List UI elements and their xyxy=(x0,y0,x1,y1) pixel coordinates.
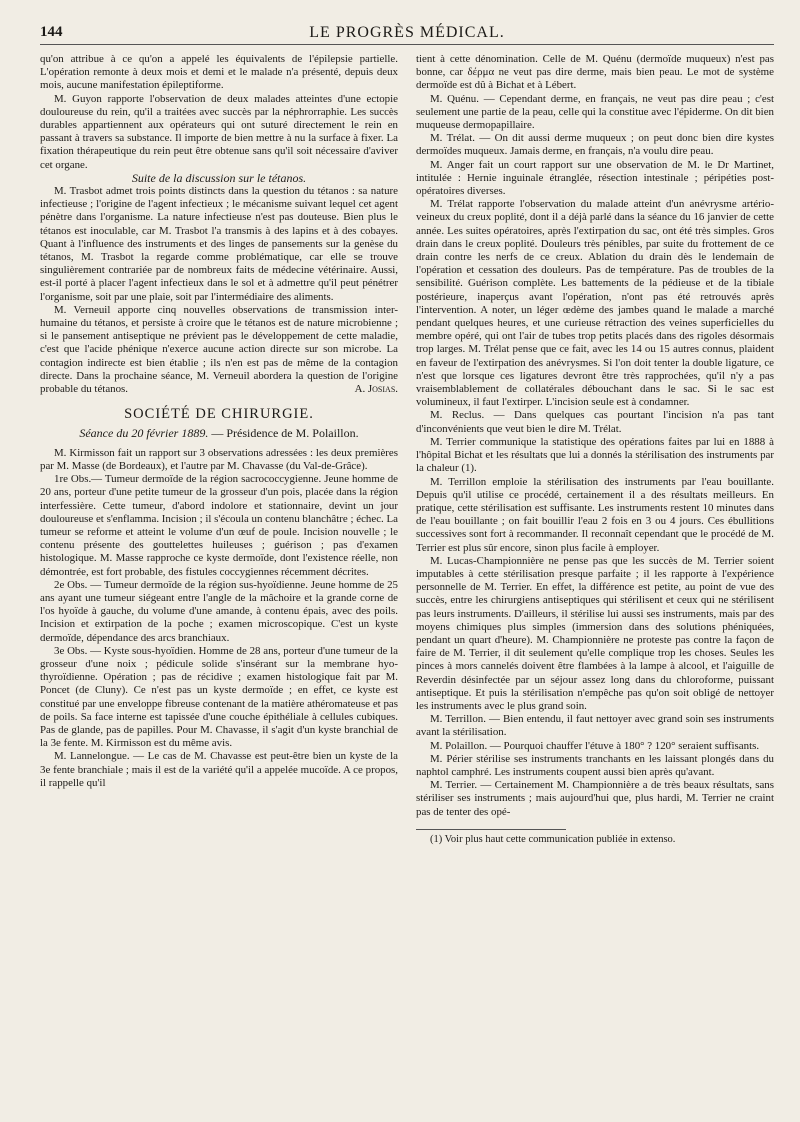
seance-presidence: — Présidence de M. Polaillon. xyxy=(211,426,359,441)
paragraph: M. Lannelongue. — Le cas de M. Chavasse est peut-être bien un kyste de la 3e fente branchiale ; mais il est de la variété qu'il a appelée mucoïde. A ce propos, il rappelle qu'il xyxy=(40,750,398,789)
paragraph: M. Trélat. — On dit aussi derme muqueux ; on peut donc bien dire kystes dermoïdes muqueux. Jamais derme, en français, n'a voulu dire peau. xyxy=(416,132,774,158)
page-header xyxy=(40,24,774,45)
section-heading: Suite de la discussion sur le tétanos. xyxy=(131,170,307,185)
society-title: SOCIÉTÉ DE CHIRURGIE. xyxy=(124,406,314,423)
right-column xyxy=(416,53,774,1098)
paragraph: qu'on attribue à ce qu'on a appelé les équivalents de l'épilepsie partielle. L'opération remonte à deux mois et demi et le malade n'a présenté, depuis deux mois, aucune manifestation épileptiforme. xyxy=(40,53,398,92)
paragraph: 1re Obs.— Tumeur dermoïde de la région sacrococcygienne. Jeune homme de 20 ans, porteur d'une petite tumeur de la grosseur d'un pois, placée dans la région interfessière. Cette tumeur, d'abord indolore et stationnaire, devint un jour douloureuse et s'enflamma. Incision ; il s'écoula un contenu blanchâtre ; échec. La tumeur se reforme et atteint le volume d'un œuf de poule. Incision nouvelle ; le contenu présente des gouttelettes huileuses ; guérison ; pas d'examen histologique. M. Masse rapproche ce kyste dermoïde, dont l'existence réelle, non démontrée, est fort probable, des fistules coccygiennes récemment décrites. xyxy=(40,473,398,578)
paragraph: M. Anger fait un court rapport sur une observation de M. le Dr Martinet, intitulée : Hernie inguinale étranglée, résection intestinale ; péripéties post-opératoires diverses. xyxy=(416,158,774,198)
footnote-divider xyxy=(416,829,566,830)
paragraph: M. Kirmisson fait un rapport sur 3 observations adressées : les deux premières par M. Masse (de Bordeaux), et l'autre par M. Chavasse (du Val-de-Grâce). xyxy=(40,446,398,472)
paragraph: M. Terrillon emploie la stérilisation des instruments par l'eau bouillante. Depuis qu'il utilise ce procédé, certainement il a des résultats meilleurs. En pratique, cette stérilisation est suffisante. Les instruments restent 10 minutes dans de l'eau bouillante ; on fait bouillir l'eau 2 fois en 3 ou 4 jours. Ces ébullitions successives sont fort à recommander. Il reconnaît cependant que le procédé de M. Terrier est plus sûr encore, sinon plus facile à employer. xyxy=(416,475,774,554)
text-columns xyxy=(40,53,774,1098)
paragraph: M. Polaillon. — Pourquoi chauffer l'étuve à 180° ? 120° seraient suffisants. xyxy=(430,739,760,752)
paragraph: M. Lucas-Championnière ne pense pas que les succès de M. Terrier soient imputables à cette stérilisation presque parfaite ; il les rapporte à l'expérience personnelle de M. Terrier. En effet, la différence est petite, au point de vue des succès, entre les chirurgiens antiseptiques qui stérilisent et ceux qui ne stérilisent pas leurs instruments. D'ailleurs, il stérilise lui aussi ses instruments, mais par des moyens chimiques plus simples (immersion dans des solutions phéniquées, pendant un quart d'heure). M. Championnière ne proteste pas contre la façon de faire de M. Terrier, il dit seulement qu'elle complique trop les choses. Seules les pinces à mors cannelés doivent être flambées à la lampe à alcool, et l'aiguille de Reverdin désinfectée par un séjour assez long dans du chloroforme, puissant antiseptique. Et puis la stérilisation n'empêche pas qu'on soit obligé de nettoyer les instruments avec le plus grand soin. xyxy=(416,554,774,712)
paragraph: M. Quénu. — Cependant derme, en français, ne veut pas dire peau ; c'est seulement une partie de la peau, celle qui la constitue avec l'épiderme. On dit bien muqueuse dermopapillaire. xyxy=(416,92,774,132)
paragraph: M. Reclus. — Dans quelques cas pourtant l'incision n'a pas tant d'inconvénients que veut bien le dire M. Trélat. xyxy=(416,409,774,435)
paragraph: M. Terrier. — Certainement M. Championnière a de très beaux résultats, sans stériliser ses instruments ; mais aujourd'hui que, plus hardi, M. Terrier ne craint pas de tenter des opé- xyxy=(416,779,774,818)
paragraph: tient à cette dénomination. Celle de M. Quénu (dermoïde muqueux) n'est pas bonne, car δέρμα ne veut pas dire derme, mais bien peau. Le mot de système dermoïde est dû à Bichat et à Lébert. xyxy=(416,53,774,92)
paragraph: M. Terrillon. — Bien entendu, il faut nettoyer avec grand soin ses instruments avant la stérilisation. xyxy=(416,713,774,739)
journal-title: LE PROGRÈS MÉDICAL. xyxy=(309,24,505,41)
page-number: 144 xyxy=(40,24,63,40)
footnote: (1) Voir plus haut cette communication publiée in extenso. xyxy=(430,833,676,845)
paragraph: M. Trasbot admet trois points distincts dans la question du tétanos : sa nature infectieuse ; l'origine de l'agent infectieux ; le mécanisme suivant lequel cet agent pénètre dans l'organisme. La nature infectieuse n'est pas douteuse. Bien plus le tétanos est inoculable, car M. Trasbot l'a transmis à des lapins et à des cobayes. Quant à l'influence des instruments et des linges de pansements sur la genèse du tétanos, M. Trasbot la regarde comme problématique, car elle se trouve singulièrement contrariée par de nombreux faits de médecine vétérinaire. Aussi, est-il porté à placer l'agent infectieux dans le sol et à admettre qu'il peut pénétrer l'organisme, soit par une plaie, soit par l'intermédiaire des aliments. xyxy=(40,185,398,303)
left-column xyxy=(40,53,398,1098)
signature: A. Josias. xyxy=(354,383,398,396)
paragraph: M. Terrier communique la statistique des opérations faites par lui en 1888 à l'hôpital Bichat et les résultats que lui a donnés la stérilisation des instruments par la chaleur (1). xyxy=(416,435,774,475)
seance-line xyxy=(40,427,398,440)
paragraph: M. Trélat rapporte l'observation du malade atteint d'un anévrysme artério-veineux du creux poplité, dont il a déjà parlé dans la séance du 16 janvier de cette année. Les suites opératoires, après l'extirpation du sac, ont été très simples. Gros drain dans le creux poplité. Douleurs très pénibles, par suite du frottement de ce drain contre les nerfs de ce creux. Ablation du drain dès le lendemain de l'opération et cessation des douleurs. Pas de température. Pas de troubles de la sensibilité. Guérison complète. Les battements de la pédieuse et de la tibiale postérieure, inaperçus avant l'opération, n'ont pas été retrouvés après l'intervention. A noter, un léger œdème des jambes quand le malade a marché pendant quelques heures, et une curieuse rétraction des veines superficielles du membre opéré, qui ont l'air de tubes trop petits placés dans des rigoles désormais trop larges. M. Trélat pense que ce fait, avec les 14 ou 15 autres connus, plaident en faveur de l'extirpation des anévrysmes. Si l'on doit tenter la double ligature, ce n'est que lorsque ces ligatures devront être très rapprochées, qu'il n'y a pas vraisemblablement de collatérales débouchant dans le sac. Si le sac est volumineux, il faut l'extirper. L'incision seule est à condamner. xyxy=(416,198,774,409)
paragraph: 2e Obs. — Tumeur dermoïde de la région sus-hyoïdienne. Jeune homme de 25 ans ayant une tumeur siégeant entre l'angle de la mâchoire et la grande corne de l'os hyoïde à gauche, du volume d'une amande, à contenu épais, avec des poils. Incision et extirpation de la poche ; examen microscopique. C'est un kyste dermoïde, dépendance des arcs branchiaux. xyxy=(40,578,398,644)
paragraph-text: M. Verneuil apporte cinq nouvelles observations de transmission inter-humaine du tétanos, et persiste à croire que le tétanos est de nature microbienne ; si le pansement antiseptique ne prévient pas le développement de cette maladie, c'est que l'acide phénique n'exerce aucune action directe sur son microbe. La contagion indirecte est bien établie ; ils n'en est pas de même de la contagion directe. Dans la prochaine séance, M. Verneuil abordera la question de l'origine probable du tétanos. xyxy=(40,303,398,396)
paragraph xyxy=(40,304,398,396)
paragraph: M. Périer stérilise ses instruments tranchants en les laissant plongés dans du naphtol camphré. Les instruments coupent aussi bien après qu'avant. xyxy=(416,752,774,778)
paragraph: 3e Obs. — Kyste sous-hyoïdien. Homme de 28 ans, porteur d'une tumeur de la grosseur d'une noix ; pédicule solide s'insérant sur la membrane hyo-thyroïdienne. Opération ; pas de récidive ; examen histologique fait par M. Poncet (de Cluny). Ce n'est pas un kyste dermoïde ; en effet, ce kyste est constitué par une enveloppe fibreuse contenant de la matière athéromateuse et pas de poils. Sa face interne est tapissée d'une couche épithéliale à cellules cubiques. Pas de glande, pas de papilles. Pour M. Chavasse, il s'agit d'un kyste branchial de la 3e fente. M. Kirmisson est du même avis. xyxy=(40,644,398,750)
seance-date: Séance du 20 février 1889. xyxy=(79,426,209,441)
paragraph: M. Guyon rapporte l'observation de deux malades atteintes d'une ectopie douloureuse du rein, qu'il a traitées avec succès par la néphrorraphie. Les succès durables appartiennent aux opérateurs qui ont suturé directement le rein en passant à travers sa substance. Il importe de bien mettre à nu la surface à fixer. La fixation thérapeutique du rein peut être obtenue sans qu'il soit nécessaire d'aviver cet organe. xyxy=(40,92,398,171)
